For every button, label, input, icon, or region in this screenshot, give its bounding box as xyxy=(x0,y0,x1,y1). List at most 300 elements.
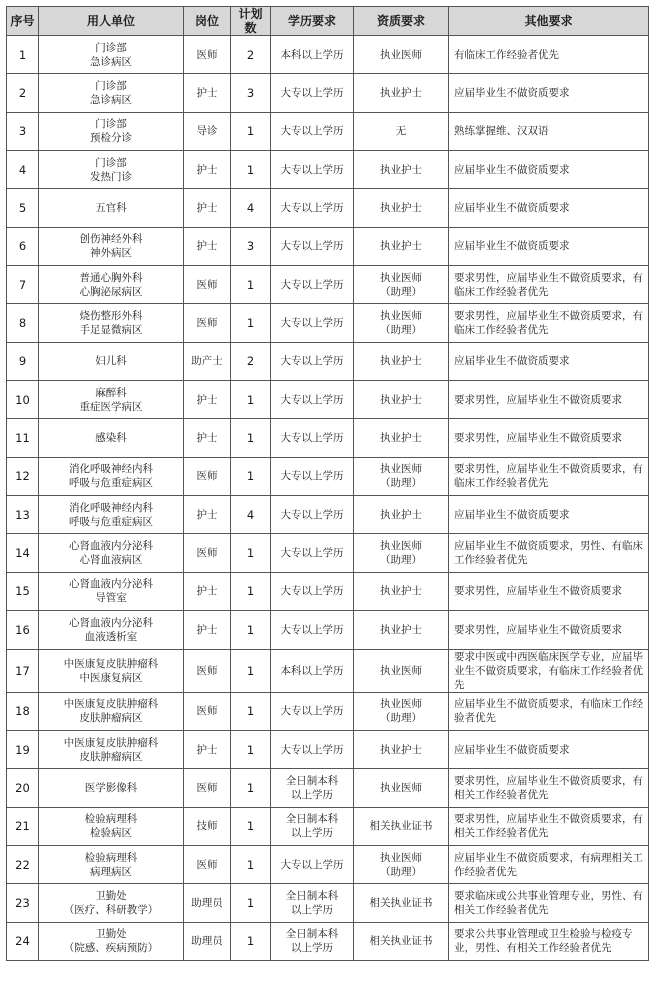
cell-other-text: 要求男性，应届毕业生不做资质要求，有相关工作经验者优先 xyxy=(454,813,643,840)
cell-post-text: 医师 xyxy=(196,470,218,483)
cell-count xyxy=(231,692,271,730)
cell-other xyxy=(449,649,649,692)
cell-post-text: 医师 xyxy=(196,858,218,871)
cell-other-text: 要求男性，应届毕业生不做资质要求，有临床工作经验者优先 xyxy=(454,310,643,337)
cell-no xyxy=(7,534,39,572)
cell-other-text: 应届毕业生不做资质要求，有病理相关工作经验者优先 xyxy=(454,851,643,878)
cell-count-text: 1 xyxy=(246,124,255,139)
cell-qualification-text: 无 xyxy=(395,125,407,138)
table-row xyxy=(7,151,649,189)
cell-post xyxy=(184,227,231,265)
table-row xyxy=(7,769,649,807)
cell-qualification xyxy=(354,649,449,692)
cell-other-text: 应届毕业生不做资质要求 xyxy=(454,240,570,253)
cell-education xyxy=(271,304,354,342)
header-no: 序号 xyxy=(7,7,39,36)
cell-unit-text: 中医康复皮肤肿瘤科 皮肤肿瘤病区 xyxy=(63,736,159,763)
cell-post-text: 护士 xyxy=(196,393,218,406)
cell-qualification-text: 执业护士 xyxy=(380,87,422,100)
cell-education-text: 大专以上学历 xyxy=(280,355,344,368)
cell-no-text: 6 xyxy=(18,239,27,254)
cell-qualification xyxy=(354,112,449,150)
cell-count-text: 1 xyxy=(246,819,255,834)
cell-no-text: 16 xyxy=(15,622,30,637)
cell-count xyxy=(231,496,271,534)
cell-unit xyxy=(39,649,184,692)
cell-no-text: 14 xyxy=(15,546,30,561)
cell-unit xyxy=(39,884,184,922)
cell-other-text: 应届毕业生不做资质要求 xyxy=(454,743,570,756)
cell-unit-text: 检验病理科 检验病区 xyxy=(84,813,138,840)
cell-post-text: 护士 xyxy=(196,202,218,215)
cell-other xyxy=(449,807,649,845)
cell-unit-text: 医学影像科 xyxy=(84,781,138,794)
cell-unit xyxy=(39,457,184,495)
cell-education xyxy=(271,807,354,845)
cell-no xyxy=(7,151,39,189)
cell-count xyxy=(231,74,271,112)
cell-qualification xyxy=(354,342,449,380)
cell-education-text: 本科以上学历 xyxy=(280,48,344,61)
cell-post-text: 技师 xyxy=(196,820,218,833)
cell-qualification-text: 执业护士 xyxy=(380,508,422,521)
cell-qualification-text: 执业护士 xyxy=(380,163,422,176)
cell-count xyxy=(231,419,271,457)
cell-unit-text: 门诊部 发热门诊 xyxy=(90,156,132,183)
cell-count-text: 1 xyxy=(246,316,255,331)
cell-education xyxy=(271,151,354,189)
cell-other-text: 有临床工作经验者优先 xyxy=(454,48,559,61)
cell-post-text: 医师 xyxy=(196,48,218,61)
cell-no xyxy=(7,692,39,730)
cell-unit-text: 门诊部 急诊病区 xyxy=(90,41,132,68)
table-row xyxy=(7,457,649,495)
cell-education-text: 全日制本科 以上学历 xyxy=(285,774,339,801)
cell-no-text: 7 xyxy=(18,277,27,292)
cell-other xyxy=(449,74,649,112)
table-row xyxy=(7,381,649,419)
cell-post-text: 医师 xyxy=(196,547,218,560)
cell-education-text: 大专以上学历 xyxy=(280,547,344,560)
cell-post xyxy=(184,572,231,610)
cell-qualification-text: 执业护士 xyxy=(380,240,422,253)
cell-education xyxy=(271,74,354,112)
cell-unit xyxy=(39,112,184,150)
cell-count xyxy=(231,266,271,304)
cell-post xyxy=(184,807,231,845)
cell-qualification xyxy=(354,381,449,419)
cell-qualification xyxy=(354,692,449,730)
cell-education xyxy=(271,381,354,419)
cell-count xyxy=(231,381,271,419)
cell-count-text: 1 xyxy=(246,392,255,407)
cell-no-text: 2 xyxy=(18,86,27,101)
cell-count-text: 1 xyxy=(246,857,255,872)
cell-no-text: 17 xyxy=(15,663,30,678)
cell-post xyxy=(184,457,231,495)
cell-count-text: 3 xyxy=(246,86,255,101)
table-row xyxy=(7,572,649,610)
cell-no xyxy=(7,112,39,150)
cell-other-text: 熟练掌握维、汉双语 xyxy=(454,125,549,138)
cell-other-text: 应届毕业生不做资质要求，男性、有临床工作经验者优先 xyxy=(454,540,643,567)
cell-unit xyxy=(39,381,184,419)
cell-post-text: 医师 xyxy=(196,664,218,677)
cell-no-text: 23 xyxy=(15,895,30,910)
cell-qualification-text: 执业护士 xyxy=(380,393,422,406)
cell-other xyxy=(449,266,649,304)
cell-no xyxy=(7,74,39,112)
cell-education-text: 大专以上学历 xyxy=(280,432,344,445)
cell-post xyxy=(184,381,231,419)
cell-count-text: 1 xyxy=(246,162,255,177)
cell-education xyxy=(271,884,354,922)
cell-count xyxy=(231,342,271,380)
cell-unit-text: 麻醉科 重症医学病区 xyxy=(79,386,143,413)
cell-unit xyxy=(39,611,184,649)
cell-unit xyxy=(39,845,184,883)
cell-unit xyxy=(39,807,184,845)
cell-no-text: 24 xyxy=(15,934,30,949)
cell-qualification-text: 执业护士 xyxy=(380,623,422,636)
cell-post-text: 医师 xyxy=(196,705,218,718)
cell-education-text: 大专以上学历 xyxy=(280,623,344,636)
cell-unit-text: 创伤神经外科 神外病区 xyxy=(79,233,143,260)
cell-qualification xyxy=(354,457,449,495)
cell-count xyxy=(231,807,271,845)
cell-unit xyxy=(39,496,184,534)
cell-post xyxy=(184,611,231,649)
cell-qualification xyxy=(354,304,449,342)
cell-unit xyxy=(39,572,184,610)
cell-unit xyxy=(39,692,184,730)
table-row xyxy=(7,845,649,883)
cell-education-text: 大专以上学历 xyxy=(280,393,344,406)
cell-no-text: 13 xyxy=(15,507,30,522)
cell-no-text: 5 xyxy=(18,201,27,216)
cell-other xyxy=(449,304,649,342)
cell-other-text: 要求公共事业管理或卫生检验与检疫专业，男性、有相关工作经验者优先 xyxy=(454,928,633,955)
cell-education-text: 大专以上学历 xyxy=(280,240,344,253)
cell-no xyxy=(7,572,39,610)
cell-unit-text: 普通心胸外科 心胸泌尿病区 xyxy=(79,271,143,298)
cell-post xyxy=(184,189,231,227)
cell-count-text: 1 xyxy=(246,704,255,719)
table-row xyxy=(7,112,649,150)
cell-no-text: 11 xyxy=(15,431,30,446)
cell-no-text: 10 xyxy=(15,392,30,407)
cell-count xyxy=(231,649,271,692)
cell-education xyxy=(271,227,354,265)
cell-count xyxy=(231,457,271,495)
cell-education xyxy=(271,649,354,692)
cell-no xyxy=(7,457,39,495)
cell-count-text: 4 xyxy=(246,507,255,522)
cell-education xyxy=(271,730,354,768)
cell-qualification xyxy=(354,730,449,768)
header-qualification: 资质要求 xyxy=(354,7,449,36)
cell-other-text: 应届毕业生不做资质要求 xyxy=(454,87,570,100)
cell-count xyxy=(231,769,271,807)
cell-no-text: 12 xyxy=(15,469,30,484)
cell-qualification xyxy=(354,572,449,610)
cell-education xyxy=(271,266,354,304)
cell-qualification-text: 执业医师 （助理） xyxy=(380,851,422,878)
cell-unit-text: 消化呼吸神经内科 呼吸与危重症病区 xyxy=(69,501,153,528)
cell-education-text: 大专以上学历 xyxy=(280,202,344,215)
cell-unit xyxy=(39,419,184,457)
cell-education-text: 大专以上学历 xyxy=(280,163,344,176)
cell-unit xyxy=(39,189,184,227)
cell-post-text: 护士 xyxy=(196,432,218,445)
cell-unit xyxy=(39,304,184,342)
cell-qualification xyxy=(354,189,449,227)
cell-post xyxy=(184,845,231,883)
cell-education xyxy=(271,457,354,495)
cell-qualification-text: 执业医师 xyxy=(380,781,422,794)
cell-qualification-text: 相关执业证书 xyxy=(369,935,433,948)
cell-no-text: 3 xyxy=(18,124,27,139)
cell-qualification-text: 执业医师 （助理） xyxy=(380,540,422,567)
cell-qualification-text: 执业医师 xyxy=(380,48,422,61)
cell-post xyxy=(184,496,231,534)
cell-other-text: 要求男性，应届毕业生不做资质要求，有临床工作经验者优先 xyxy=(454,271,643,298)
cell-education xyxy=(271,534,354,572)
table-row xyxy=(7,692,649,730)
cell-education-text: 大专以上学历 xyxy=(280,705,344,718)
cell-education xyxy=(271,611,354,649)
cell-post-text: 助理员 xyxy=(191,935,223,948)
cell-count-text: 1 xyxy=(246,780,255,795)
cell-post xyxy=(184,730,231,768)
cell-other xyxy=(449,419,649,457)
cell-unit-text: 消化呼吸神经内科 呼吸与危重症病区 xyxy=(69,463,153,490)
cell-post xyxy=(184,769,231,807)
cell-count-text: 1 xyxy=(246,546,255,561)
cell-post xyxy=(184,649,231,692)
cell-no xyxy=(7,36,39,74)
cell-education-text: 大专以上学历 xyxy=(280,508,344,521)
cell-no xyxy=(7,381,39,419)
table-row xyxy=(7,304,649,342)
table-row xyxy=(7,496,649,534)
cell-post xyxy=(184,36,231,74)
cell-qualification-text: 相关执业证书 xyxy=(369,896,433,909)
cell-education-text: 大专以上学历 xyxy=(280,278,344,291)
cell-post xyxy=(184,112,231,150)
cell-education xyxy=(271,496,354,534)
cell-education-text: 大专以上学历 xyxy=(280,470,344,483)
cell-post-text: 护士 xyxy=(196,508,218,521)
cell-other-text: 要求男性，应届毕业生不做资质要求 xyxy=(454,432,622,445)
cell-qualification xyxy=(354,74,449,112)
cell-post xyxy=(184,922,231,960)
cell-other xyxy=(449,151,649,189)
cell-post xyxy=(184,342,231,380)
cell-qualification-text: 执业医师 xyxy=(380,664,422,677)
cell-post-text: 护士 xyxy=(196,743,218,756)
cell-post-text: 护士 xyxy=(196,623,218,636)
cell-count-text: 1 xyxy=(246,622,255,637)
cell-post-text: 医师 xyxy=(196,781,218,794)
cell-unit-text: 妇儿科 xyxy=(95,355,127,368)
table-row xyxy=(7,649,649,692)
table-row xyxy=(7,534,649,572)
cell-education-text: 全日制本科 以上学历 xyxy=(285,928,339,955)
cell-count-text: 4 xyxy=(246,201,255,216)
table-row xyxy=(7,419,649,457)
table-row xyxy=(7,342,649,380)
cell-count-text: 3 xyxy=(246,239,255,254)
cell-count-text: 2 xyxy=(246,354,255,369)
cell-qualification-text: 执业护士 xyxy=(380,355,422,368)
cell-other xyxy=(449,692,649,730)
cell-post xyxy=(184,419,231,457)
cell-other xyxy=(449,769,649,807)
cell-qualification-text: 执业护士 xyxy=(380,432,422,445)
cell-count-text: 1 xyxy=(246,895,255,910)
cell-other xyxy=(449,730,649,768)
cell-count xyxy=(231,611,271,649)
cell-post xyxy=(184,304,231,342)
cell-education xyxy=(271,845,354,883)
cell-qualification xyxy=(354,496,449,534)
cell-unit-text: 心肾血液内分泌科 心肾血液病区 xyxy=(69,540,153,567)
cell-education xyxy=(271,769,354,807)
cell-post-text: 护士 xyxy=(196,240,218,253)
cell-education-text: 大专以上学历 xyxy=(280,585,344,598)
cell-no-text: 1 xyxy=(18,47,27,62)
cell-post xyxy=(184,534,231,572)
cell-education xyxy=(271,572,354,610)
cell-other-text: 要求男性，应届毕业生不做资质要求，有相关工作经验者优先 xyxy=(454,774,643,801)
cell-other xyxy=(449,534,649,572)
cell-education-text: 大专以上学历 xyxy=(280,858,344,871)
cell-unit-text: 心肾血液内分泌科 导管室 xyxy=(69,578,153,605)
cell-unit xyxy=(39,151,184,189)
cell-no-text: 21 xyxy=(15,819,30,834)
cell-no-text: 22 xyxy=(15,857,30,872)
cell-unit-text: 中医康复皮肤肿瘤科 中医康复病区 xyxy=(63,657,159,684)
table-body xyxy=(7,36,649,961)
cell-count xyxy=(231,227,271,265)
cell-unit xyxy=(39,227,184,265)
cell-count xyxy=(231,922,271,960)
cell-other xyxy=(449,496,649,534)
recruitment-table xyxy=(6,6,649,961)
cell-other xyxy=(449,381,649,419)
cell-count-text: 1 xyxy=(246,277,255,292)
cell-post xyxy=(184,74,231,112)
cell-unit-text: 卫勤处 （医疗、科研教学） xyxy=(63,889,159,916)
cell-other xyxy=(449,189,649,227)
cell-no-text: 20 xyxy=(15,780,30,795)
cell-no xyxy=(7,189,39,227)
cell-qualification-text: 执业医师 （助理） xyxy=(380,698,422,725)
cell-post-text: 助理员 xyxy=(191,896,223,909)
cell-no xyxy=(7,649,39,692)
cell-count xyxy=(231,730,271,768)
cell-education xyxy=(271,922,354,960)
cell-unit xyxy=(39,266,184,304)
cell-unit-text: 心肾血液内分泌科 血液透析室 xyxy=(69,616,153,643)
table-row xyxy=(7,884,649,922)
cell-count xyxy=(231,534,271,572)
cell-education xyxy=(271,419,354,457)
table-row xyxy=(7,807,649,845)
table-row xyxy=(7,922,649,960)
cell-unit-text: 烧伤整形外科 手足显微病区 xyxy=(79,310,143,337)
cell-no xyxy=(7,845,39,883)
cell-count xyxy=(231,304,271,342)
cell-no-text: 18 xyxy=(15,704,30,719)
cell-education-text: 全日制本科 以上学历 xyxy=(285,889,339,916)
cell-no xyxy=(7,266,39,304)
cell-no-text: 4 xyxy=(18,162,27,177)
header-post: 岗位 xyxy=(184,7,231,36)
cell-unit-text: 门诊部 预检分诊 xyxy=(90,118,132,145)
header-unit: 用人单位 xyxy=(39,7,184,36)
cell-count-text: 1 xyxy=(246,584,255,599)
cell-count xyxy=(231,112,271,150)
cell-qualification xyxy=(354,36,449,74)
cell-qualification-text: 执业医师 （助理） xyxy=(380,310,422,337)
cell-post-text: 导诊 xyxy=(196,125,218,138)
table-row xyxy=(7,227,649,265)
cell-other-text: 要求男性，应届毕业生不做资质要求 xyxy=(454,623,622,636)
cell-qualification xyxy=(354,769,449,807)
cell-no xyxy=(7,807,39,845)
cell-no xyxy=(7,769,39,807)
cell-other xyxy=(449,457,649,495)
cell-qualification xyxy=(354,845,449,883)
cell-count xyxy=(231,189,271,227)
cell-other-text: 应届毕业生不做资质要求 xyxy=(454,355,570,368)
cell-other-text: 要求男性，应届毕业生不做资质要求 xyxy=(454,393,622,406)
table-row xyxy=(7,189,649,227)
cell-count xyxy=(231,36,271,74)
cell-no xyxy=(7,304,39,342)
table-row xyxy=(7,74,649,112)
header-row xyxy=(7,7,649,36)
cell-unit xyxy=(39,74,184,112)
cell-education-text: 全日制本科 以上学历 xyxy=(285,813,339,840)
table-row xyxy=(7,36,649,74)
cell-count-text: 1 xyxy=(246,431,255,446)
cell-post xyxy=(184,266,231,304)
header-other: 其他要求 xyxy=(449,7,649,36)
cell-other xyxy=(449,884,649,922)
cell-qualification xyxy=(354,922,449,960)
cell-qualification-text: 执业医师 （助理） xyxy=(380,271,422,298)
cell-count xyxy=(231,151,271,189)
cell-qualification xyxy=(354,227,449,265)
cell-unit-text: 检验病理科 病理病区 xyxy=(84,851,138,878)
cell-no xyxy=(7,419,39,457)
cell-post xyxy=(184,151,231,189)
cell-other xyxy=(449,342,649,380)
cell-no-text: 8 xyxy=(18,316,27,331)
cell-post-text: 护士 xyxy=(196,585,218,598)
cell-qualification-text: 执业护士 xyxy=(380,585,422,598)
cell-other-text: 应届毕业生不做资质要求 xyxy=(454,163,570,176)
cell-unit xyxy=(39,922,184,960)
cell-unit xyxy=(39,769,184,807)
cell-other xyxy=(449,845,649,883)
cell-no xyxy=(7,922,39,960)
cell-other-text: 要求中医或中西医临床医学专业，应届毕业生不做资质要求，有临床工作经验者优先 xyxy=(454,650,643,691)
cell-qualification xyxy=(354,611,449,649)
